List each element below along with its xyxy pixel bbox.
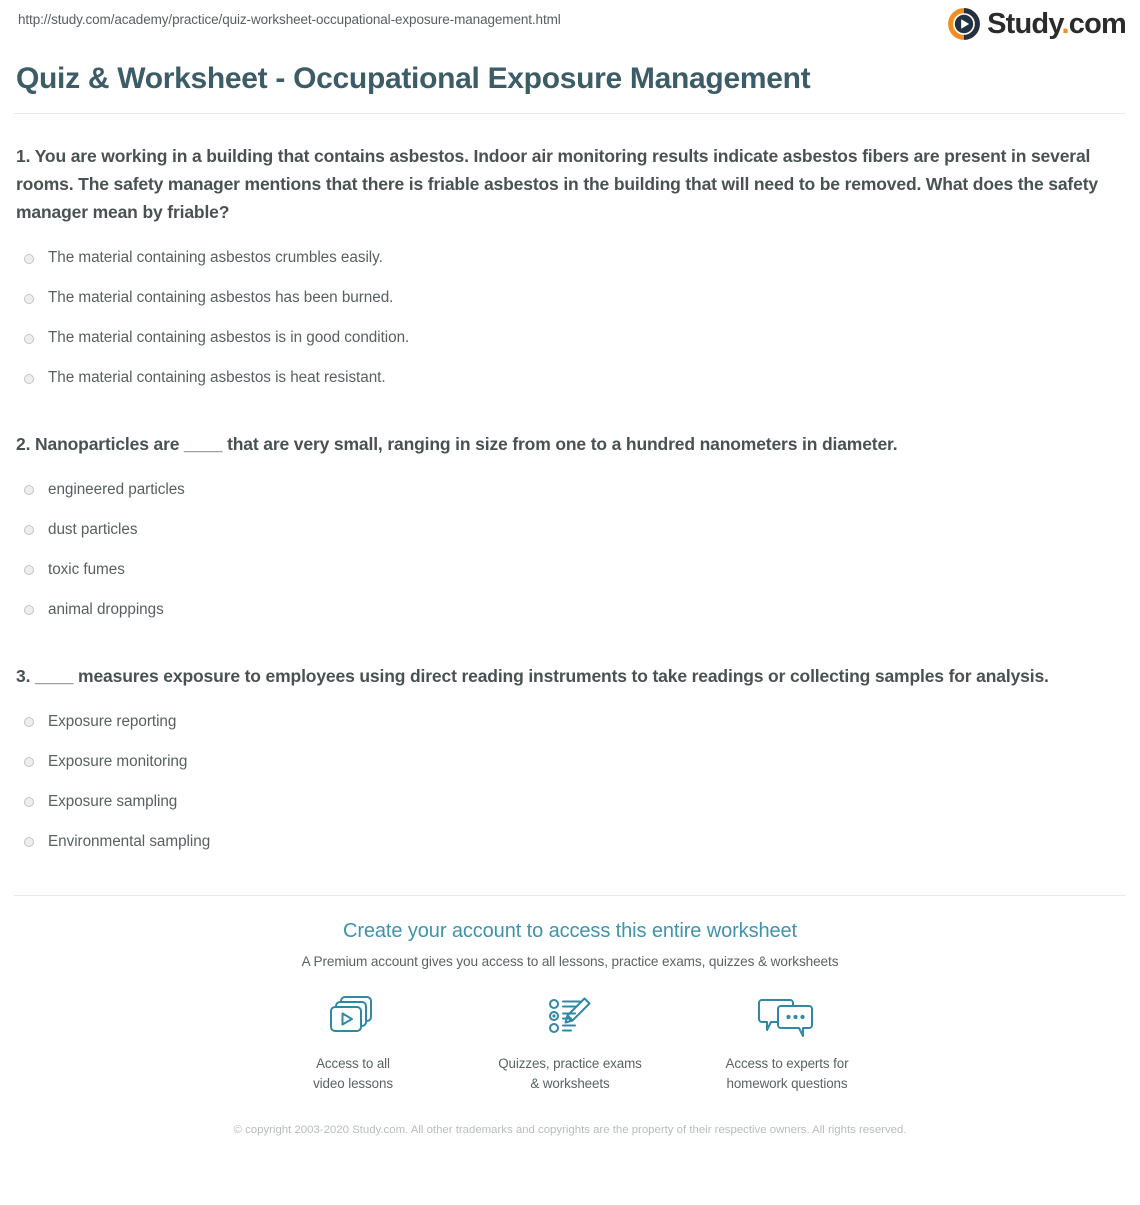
answer-option-label: The material containing asbestos is in good condition. [48, 329, 410, 347]
benefit-label [462, 1054, 679, 1094]
radio-button-icon[interactable] [24, 797, 34, 807]
benefit-label-line1: Access to all [316, 1056, 390, 1072]
radio-button-icon[interactable] [24, 485, 34, 495]
radio-button-icon[interactable] [24, 525, 34, 535]
premium-account-subtitle: A Premium account gives you access to all lessons, practice exams, quizzes & worksheets [301, 954, 839, 970]
answer-option-label: toxic fumes [48, 560, 125, 578]
benefit-expert-help [679, 990, 896, 1094]
copyright-notice: © copyright 2003-2020 Study.com. All other trademarks and copyrights are the property of their respective owners. All rights reserved. [233, 1124, 907, 1137]
answer-option-label: engineered particles [48, 480, 185, 498]
benefit-label-line1: Access to experts for [725, 1056, 849, 1072]
answer-option-label: The material containing asbestos has been burned. [48, 289, 394, 307]
radio-button-icon[interactable] [24, 757, 34, 767]
question-text: 2. Nanoparticles are ____ that are very small, ranging in size from one to a hundred nanometers in diameter. [16, 433, 898, 454]
brand-tld: com [1068, 7, 1126, 40]
question-text: 3. ____ measures exposure to employees using direct reading instruments to take readings or collecting samples for analysis. [16, 665, 1049, 686]
benefit-video-lessons [245, 990, 462, 1094]
benefit-label-line2: video lessons [313, 1076, 393, 1092]
radio-button-icon[interactable] [24, 605, 34, 615]
answer-option-label: Exposure monitoring [48, 753, 188, 771]
answer-option-label: The material containing asbestos crumbles easily. [48, 249, 383, 267]
answer-option[interactable] [16, 359, 1124, 399]
benefit-label-line2: homework questions [726, 1076, 848, 1092]
answer-option[interactable] [16, 702, 1124, 742]
brand-name: Study [987, 7, 1062, 40]
answer-option[interactable] [16, 742, 1124, 782]
answer-option-label: Exposure reporting [48, 713, 177, 731]
study-com-logo[interactable] [948, 8, 1126, 40]
answer-option[interactable] [16, 782, 1124, 822]
answer-option[interactable] [16, 239, 1124, 279]
benefit-label [245, 1054, 462, 1094]
radio-button-icon[interactable] [24, 374, 34, 384]
benefits-list [0, 990, 1140, 1094]
question-block [16, 114, 1124, 399]
page-title: Quiz & Worksheet - Occupational Exposure Management [16, 62, 811, 95]
benefit-label-line1: Quizzes, practice exams [498, 1056, 642, 1072]
radio-button-icon[interactable] [24, 565, 34, 575]
answer-option[interactable] [16, 279, 1124, 319]
brand-wordmark [987, 7, 1126, 40]
brand-dot: . [1061, 7, 1069, 40]
quiz-pencil-icon [462, 990, 679, 1044]
benefit-label [679, 1054, 896, 1094]
answer-option-label: Exposure sampling [48, 793, 178, 811]
radio-button-icon[interactable] [24, 334, 34, 344]
answer-option-label: animal droppings [48, 600, 164, 618]
speech-bubbles-icon [679, 990, 896, 1044]
page-url: http://study.com/academy/practice/quiz-worksheet-occupational-exposure-management.html [18, 12, 561, 27]
radio-button-icon[interactable] [24, 294, 34, 304]
radio-button-icon[interactable] [24, 837, 34, 847]
create-account-cta [0, 896, 1140, 1140]
answer-option[interactable] [16, 590, 1124, 630]
quiz-questions-list [0, 114, 1140, 863]
answer-option[interactable] [16, 319, 1124, 359]
question-block [16, 630, 1124, 862]
radio-button-icon[interactable] [24, 254, 34, 264]
answer-option-label: Environmental sampling [48, 833, 211, 851]
answer-option-label: dust particles [48, 520, 138, 538]
answer-option[interactable] [16, 822, 1124, 862]
answer-option[interactable] [16, 550, 1124, 590]
answer-option[interactable] [16, 470, 1124, 510]
answer-option-label: The material containing asbestos is heat resistant. [48, 369, 386, 387]
answer-option[interactable] [16, 510, 1124, 550]
question-block [16, 399, 1124, 630]
question-text: 1. You are working in a building that contains asbestos. Indoor air monitoring results indicate asbestos fibers are present in several rooms. The safety manager mentions that there is friable asbestos in the building that will need to be removed. What does the safety manager mean by friable? [16, 145, 1098, 223]
play-circle-icon [948, 8, 980, 40]
radio-button-icon[interactable] [24, 717, 34, 727]
page-header [0, 0, 1140, 60]
video-lessons-icon [245, 990, 462, 1044]
benefit-label-line2: & worksheets [530, 1076, 610, 1092]
create-account-link[interactable]: Create your account to access this entire worksheet [342, 920, 797, 943]
benefit-quizzes-worksheets [462, 990, 679, 1094]
